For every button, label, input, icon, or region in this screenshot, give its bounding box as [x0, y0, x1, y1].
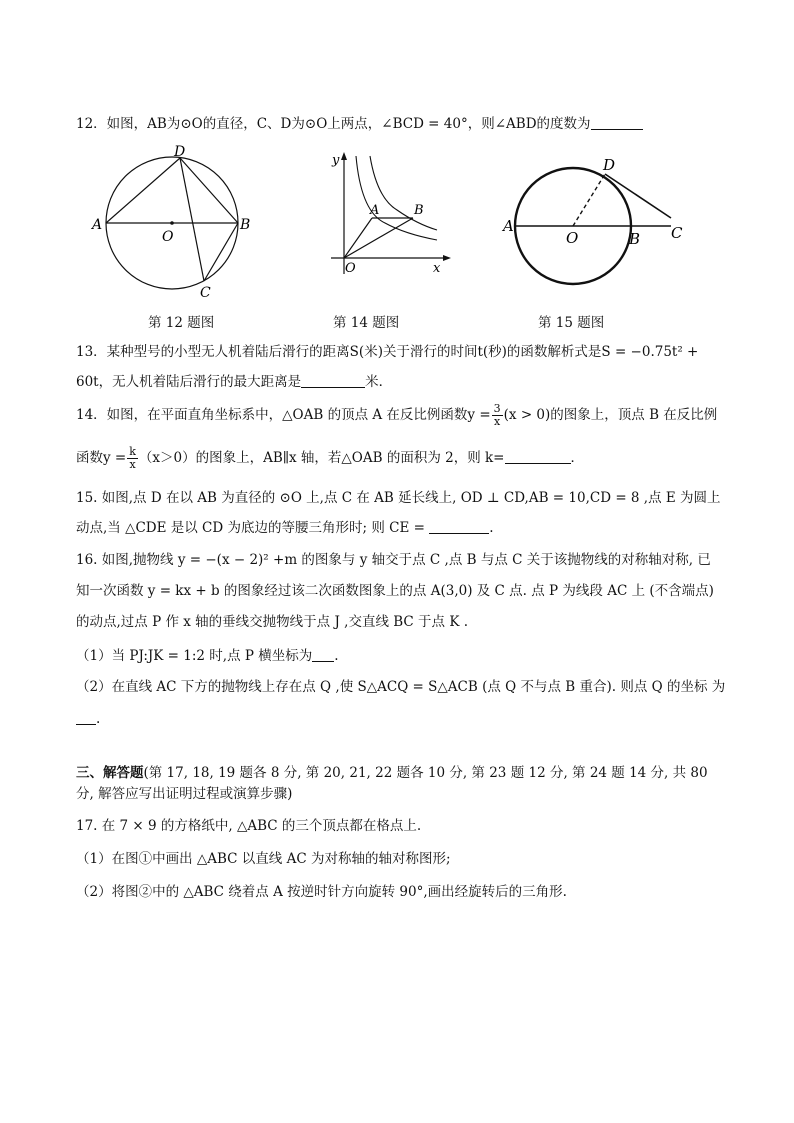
fig12-chord-bc	[204, 223, 238, 281]
q16-sub2-blank	[76, 710, 96, 725]
fig14-curve-outer	[370, 156, 437, 230]
q12-line	[76, 115, 643, 133]
fig14-segment-ob	[344, 218, 413, 258]
q13-line2-start: 60t，无人机着陆后滑行的最大距离是	[76, 374, 302, 390]
q15-answer-blank	[429, 519, 489, 534]
q14-line1-start: 14．如图，在平面直角坐标系中，△OAB 的顶点 A 在反比例函数y =	[76, 407, 491, 423]
fig14-label-y: y	[332, 153, 340, 168]
q16-sub2-tail	[76, 710, 100, 728]
fig12-label-d: D	[174, 145, 186, 160]
q13-answer-blank	[301, 373, 365, 388]
fig14-label-x: x	[433, 261, 441, 276]
q16-sub2: （2）在直线 AC 下方的抛物线上存在点 Q ,使 S△ACQ = S△ACB (点 Q 不与点 B 重合). 则点 Q 的坐标 为	[76, 679, 726, 695]
figure-14	[325, 150, 455, 280]
q16-sub1-end: .	[334, 648, 339, 664]
q14-line2-mid: （x＞0）的图象上，AB∥x 轴，若△OAB 的面积为 2，则 k=	[138, 450, 505, 466]
fig14-y-arrow	[341, 152, 347, 160]
fig12-label-b: B	[240, 217, 251, 233]
fig12-label-o: O	[162, 229, 174, 245]
fig14-segment-oa	[344, 218, 372, 258]
q15-line1: 15. 如图,点 D 在以 AB 为直径的 ⊙O 上,点 C 在 AB 延长线上, OD ⊥ CD,AB = 10,CD = 8 ,点 E 为圆上	[76, 490, 721, 506]
q14-frac1-numerator: 3	[493, 402, 501, 415]
figure-15	[495, 152, 695, 287]
q15-line2-start: 动点,当 △CDE 是以 CD 为底边的等腰三角形时; 则 CE =	[76, 520, 430, 536]
q17-sub2: （2）将图②中的 △ABC 绕着点 A 按逆时针方向旋转 90°,画出经旋转后的三角形.	[76, 884, 567, 900]
section3-scoring: (第 17, 18, 19 题各 8 分, 第 20, 21, 22 题各 10 分, 第 23 题 12 分, 第 24 题 14 分, 共 80	[143, 765, 708, 781]
fig15-caption: 第 15 题图	[538, 315, 605, 331]
q13-line2	[76, 373, 392, 391]
fig15-label-b: B	[629, 230, 641, 248]
fig14-label-a: A	[370, 203, 380, 218]
fig15-segment-dc	[605, 174, 671, 218]
section3-line1	[76, 764, 708, 782]
section3-line2: 分, 解答应写出证明过程或演算步骤)	[76, 786, 293, 802]
q16-sub1-blank	[312, 647, 334, 662]
section3-title: 三、解答题	[76, 765, 144, 781]
fig15-label-d: D	[603, 156, 616, 174]
q14-line1	[76, 403, 717, 428]
q16-line3: 的动点,过点 P 作 x 轴的垂线交抛物线于点 J ,交直线 BC 于点 K .	[76, 614, 468, 630]
q16-line1: 16. 如图,抛物线 y = −(x − 2)² +m 的图象与 y 轴交于点 C ,点 B 与点 C 关于该抛物线的对称轴对称, 已	[76, 552, 711, 568]
fig12-label-c: C	[200, 285, 211, 301]
q12-answer-blank	[591, 115, 643, 130]
q17-line1: 17. 在 7 × 9 的方格纸中, △ABC 的三个顶点都在格点上.	[76, 818, 422, 834]
fig14-label-o: O	[345, 261, 356, 276]
q14-frac2-numerator: k	[129, 445, 136, 458]
fig12-caption: 第 12 题图	[148, 315, 215, 331]
q14-line2-start: 函数y =	[76, 450, 127, 466]
q12-text: 12．如图，AB为⊙O的直径，C、D为⊙O上两点，∠BCD = 40°，则∠ABD的度数为	[76, 116, 591, 132]
q14-line1-end: (x > 0)的图象上，顶点 B 在反比例	[503, 407, 718, 423]
fig12-label-a: A	[92, 217, 103, 233]
fig15-label-a: A	[503, 217, 514, 235]
q16-line2: 知一次函数 y = kx + b 的图象经过该二次函数图象上的点 A(3,0) 及 C 点. 点 P 为线段 AC 上 (不含端点)	[76, 583, 714, 599]
figure-12	[90, 145, 260, 305]
q16-sub2-end: .	[96, 711, 101, 727]
q14-line2-end: ．	[570, 450, 584, 466]
q16-sub1	[76, 647, 339, 665]
q13-line1: 13．某种型号的小型无人机着陆后滑行的距离S(米)关于滑行的时间t(秒)的函数解析式是S = −0.75t² +	[76, 344, 699, 360]
q14-answer-blank	[505, 449, 571, 464]
fig12-chord-dc	[180, 158, 204, 281]
q15-line2-end: .	[489, 520, 494, 536]
fig15-label-o: O	[566, 229, 579, 247]
q14-line2	[76, 446, 584, 471]
fig15-label-c: C	[671, 224, 683, 242]
q16-sub1-text: （1）当 PJ:JK = 1:2 时,点 P 横坐标为	[76, 648, 313, 664]
q14-frac2-denominator: x	[129, 458, 136, 471]
q14-frac1-denominator: x	[494, 415, 501, 428]
q15-line2	[76, 519, 494, 537]
q17-sub1: （1）在图①中画出 △ABC 以直线 AC 为对称轴的轴对称图形;	[76, 851, 451, 867]
q14-fraction-1	[492, 403, 503, 428]
fig14-label-b: B	[414, 203, 424, 218]
q14-fraction-2	[127, 446, 138, 471]
fig12-center-dot	[170, 221, 174, 225]
q13-line2-end: 米．	[365, 374, 393, 390]
fig14-x-arrow	[443, 255, 451, 261]
fig12-chord-ad	[106, 158, 180, 223]
fig15-radius-od	[573, 174, 605, 226]
fig14-caption: 第 14 题图	[333, 315, 400, 331]
